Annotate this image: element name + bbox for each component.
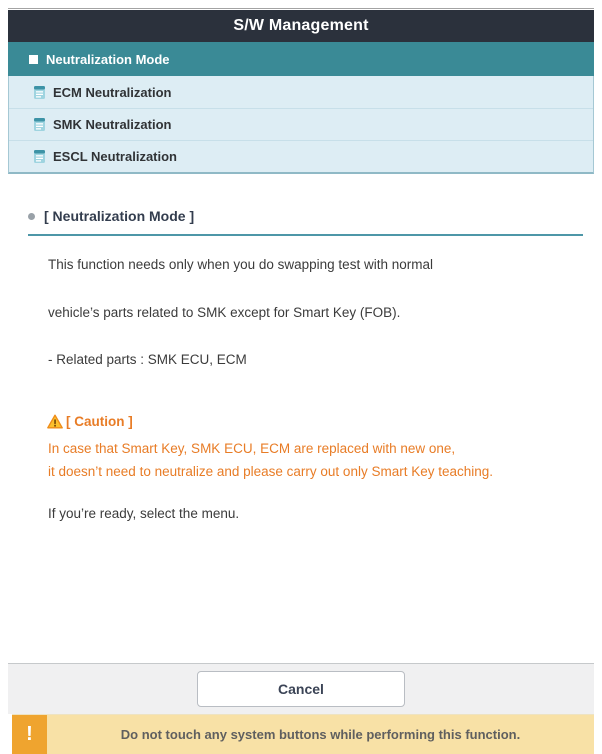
top-border-line [8, 8, 594, 9]
cancel-button[interactable]: Cancel [197, 671, 405, 707]
section-header-label: Neutralization Mode [46, 51, 170, 67]
section-header [8, 42, 594, 76]
warning-triangle-icon [47, 414, 63, 429]
section-bullet-icon [29, 55, 38, 64]
warning-bar [12, 714, 594, 754]
page-title-label: S/W Management [233, 17, 369, 34]
caution-heading [47, 413, 133, 430]
menu-item-smk-neutralization[interactable] [9, 108, 593, 140]
menu-item-label: ECM Neutralization [53, 84, 172, 100]
menu-item-escl-neutralization[interactable] [9, 140, 593, 172]
ready-line: If you’re ready, select the menu. [48, 506, 240, 521]
exclamation-icon: ! [12, 715, 47, 754]
description-line-2: vehicle’s parts related to SMK except for Smart Key (FOB). [48, 305, 401, 320]
document-icon [34, 86, 45, 99]
warning-message: Do not touch any system buttons while performing this function. [120, 727, 521, 742]
document-icon [34, 118, 45, 131]
related-parts-line: - Related parts : SMK ECU, ECM [48, 352, 247, 367]
menu-item-ecm-neutralization[interactable] [9, 76, 593, 108]
neutralization-menu [8, 76, 594, 174]
description-heading [28, 207, 583, 236]
page-title [8, 10, 594, 42]
description-heading-label: [ Neutralization Mode ] [44, 208, 195, 224]
caution-line-1: In case that Smart Key, SMK ECU, ECM are replaced with new one, [48, 441, 456, 456]
description-line-1: This function needs only when you do swapping test with normal [48, 257, 433, 272]
footer-bar [8, 663, 594, 714]
menu-item-label: ESCL Neutralization [53, 149, 178, 164]
caution-line-2: it doesn’t need to neutralize and please carry out only Smart Key teaching. [48, 464, 494, 479]
caution-heading-label: [ Caution ] [66, 414, 133, 429]
menu-item-label: SMK Neutralization [53, 117, 172, 132]
document-icon [34, 150, 45, 163]
bullet-icon [28, 213, 35, 220]
